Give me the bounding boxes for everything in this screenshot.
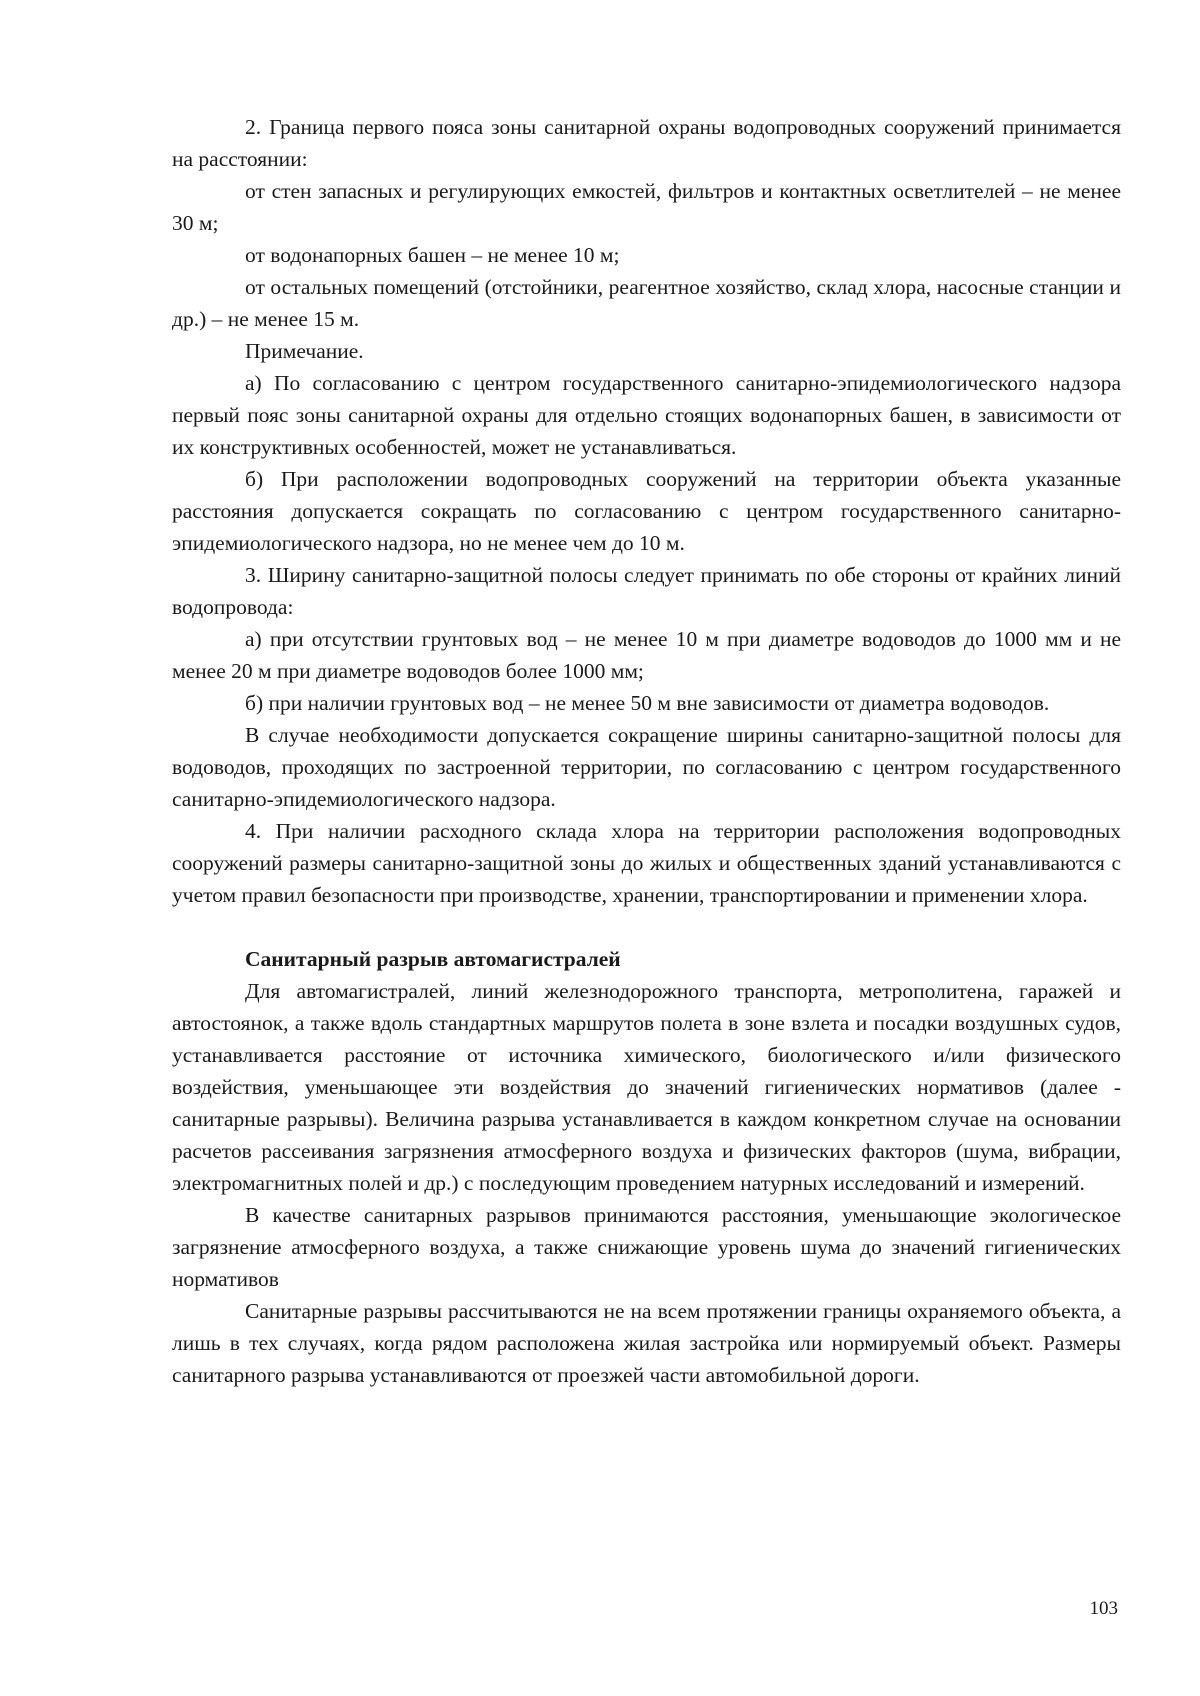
paragraph: б) при наличии грунтовых вод – не менее 50 м вне зависимости от диаметра водоводов.	[245, 691, 1050, 715]
page-number: 103	[1089, 1598, 1118, 1619]
section-highway-gaps	[172, 975, 1121, 1391]
paragraph: а) при отсутствии грунтовых вод – не менее 10 м при диаметре водоводов до 1000 мм и не менее 20 м при диаметре водоводов более 1000 мм;	[172, 627, 1121, 683]
paragraph: а) По согласованию с центром государственного санитарно-эпидемиологического надзора первый пояс зоны санитарной охраны для отдельно стоящих водонапорных башен, в зависимости от их конструктивных особенностей, может не устанавливаться.	[172, 371, 1121, 459]
paragraph: от остальных помещений (отстойники, реагентное хозяйство, склад хлора, насосные станции и др.) – не менее 15 м.	[172, 275, 1121, 331]
note-label: Примечание.	[245, 339, 364, 363]
paragraph: Для автомагистралей, линий железнодорожного транспорта, метрополитена, гаражей и автостоянок, а также вдоль стандартных маршрутов полета в зоне взлета и посадки воздушных судов, устанавливается расстояние от источника химического, биологического и/или физического воздействия, уменьшающее эти воздействия до значений гигиенических нормативов (далее - санитарные разрывы). Величина разрыва устанавливается в каждом конкретном случае на основании расчетов рассеивания загрязнения атмосферного воздуха и физических факторов (шума, вибрации, электромагнитных полей и др.) с последующим проведением натурных исследований и измерений.	[172, 979, 1121, 1195]
paragraph: от стен запасных и регулирующих емкостей, фильтров и контактных осветлителей – не менее 30 м;	[172, 179, 1121, 235]
paragraph: 3. Ширину санитарно-защитной полосы следует принимать по обе стороны от крайних линий водопровода:	[172, 563, 1121, 619]
document-page	[172, 111, 1121, 1391]
section-heading: Санитарный разрыв автомагистралей	[245, 947, 621, 971]
paragraph: от водонапорных башен – не менее 10 м;	[245, 243, 620, 267]
paragraph: б) При расположении водопроводных сооружений на территории объекта указанные расстояния допускается сокращать по согласованию с центром государственного санитарно-эпидемиологического надзора, но не менее чем до 10 м.	[172, 467, 1121, 555]
paragraph: Санитарные разрывы рассчитываются не на всем протяжении границы охраняемого объекта, а лишь в тех случаях, когда рядом расположена жилая застройка или нормируемый объект. Размеры санитарного разрыва устанавливаются от проезжей части автомобильной дороги.	[172, 1299, 1121, 1387]
paragraph: 4. При наличии расходного склада хлора на территории расположения водопроводных сооружений размеры санитарно-защитной зоны до жилых и общественных зданий устанавливаются с учетом правил безопасности при производстве, хранении, транспортировании и применении хлора.	[172, 819, 1121, 907]
paragraph: В случае необходимости допускается сокращение ширины санитарно-защитной полосы для водоводов, проходящих по застроенной территории, по согласованию с центром государственного санитарно-эпидемиологического надзора.	[172, 723, 1121, 811]
paragraph: 2. Граница первого пояса зоны санитарной охраны водопроводных сооружений принимается на расстоянии:	[172, 115, 1121, 171]
section-water-supply	[172, 111, 1121, 911]
paragraph: В качестве санитарных разрывов принимаются расстояния, уменьшающие экологическое загрязнение атмосферного воздуха, а также снижающие уровень шума до значений гигиенических нормативов	[172, 1203, 1121, 1291]
